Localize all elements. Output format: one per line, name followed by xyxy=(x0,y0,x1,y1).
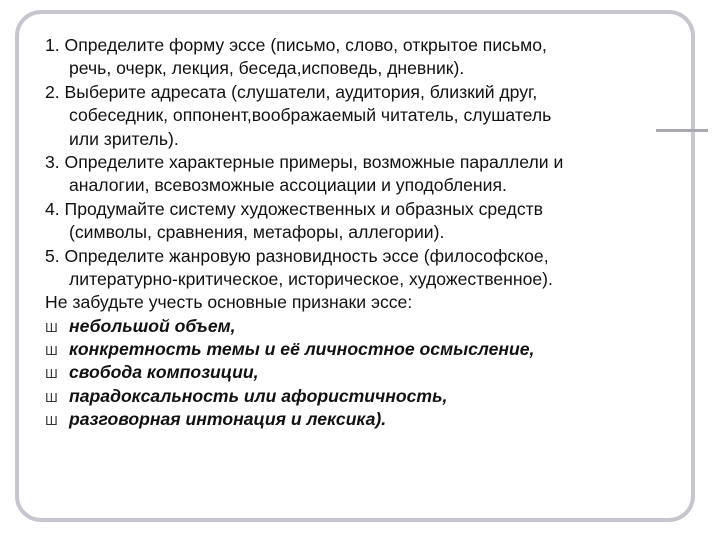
step-1-line-1: 1. Определите форму эссе (письмо, слово, открытое письмо, xyxy=(45,35,547,55)
bullet-text: конкретность темы и её личностное осмысление, xyxy=(69,339,535,360)
step-2-line-1: 2. Выберите адресата (слушатели, аудитория, близкий друг, xyxy=(45,81,538,102)
bullet-item xyxy=(45,408,685,431)
step-1-line-2: речь, очерк, лекция, беседа,исповедь, дневник). xyxy=(69,58,465,79)
bullet-mark-icon: Ш xyxy=(45,367,58,382)
step-2-line-3: или зритель). xyxy=(69,128,179,149)
bullet-item xyxy=(45,361,685,384)
bullet-mark-icon: Ш xyxy=(45,344,58,359)
step-3-line-2: аналогии, всевозможные ассоциации и уподобления. xyxy=(69,175,507,196)
reminder-heading: Не забудьте учесть основные признаки эссе: xyxy=(45,292,413,313)
step-5-line-1: 5. Определите жанровую разновидность эссе (философское, xyxy=(45,245,549,266)
slide-content xyxy=(45,34,685,432)
bullet-text: свобода композиции, xyxy=(69,362,259,383)
bullet-item xyxy=(45,315,685,338)
step-4-line-1: 4. Продумайте систему художественных и образных средств xyxy=(45,198,544,219)
bullet-text: парадоксальность или афористичность, xyxy=(69,385,448,406)
step-3-line-1: 3. Определите характерные примеры, возможные параллели и xyxy=(45,151,564,172)
bullet-text: небольшой объем, xyxy=(69,315,236,336)
step-2-line-2: собеседник, оппонент,воображаемый читатель, слушатель xyxy=(69,105,552,126)
bullet-text: разговорная интонация и лексика). xyxy=(69,409,387,430)
bullet-mark-icon: Ш xyxy=(45,390,58,405)
bullet-item xyxy=(45,338,685,361)
step-5-line-2: литературно-критическое, историческое, художественное). xyxy=(69,268,553,289)
step-4-line-2: (символы, сравнения, метафоры, аллегории). xyxy=(69,222,445,243)
bullet-mark-icon: Ш xyxy=(45,320,58,335)
bullet-item xyxy=(45,385,685,408)
bullet-mark-icon: Ш xyxy=(45,414,58,429)
